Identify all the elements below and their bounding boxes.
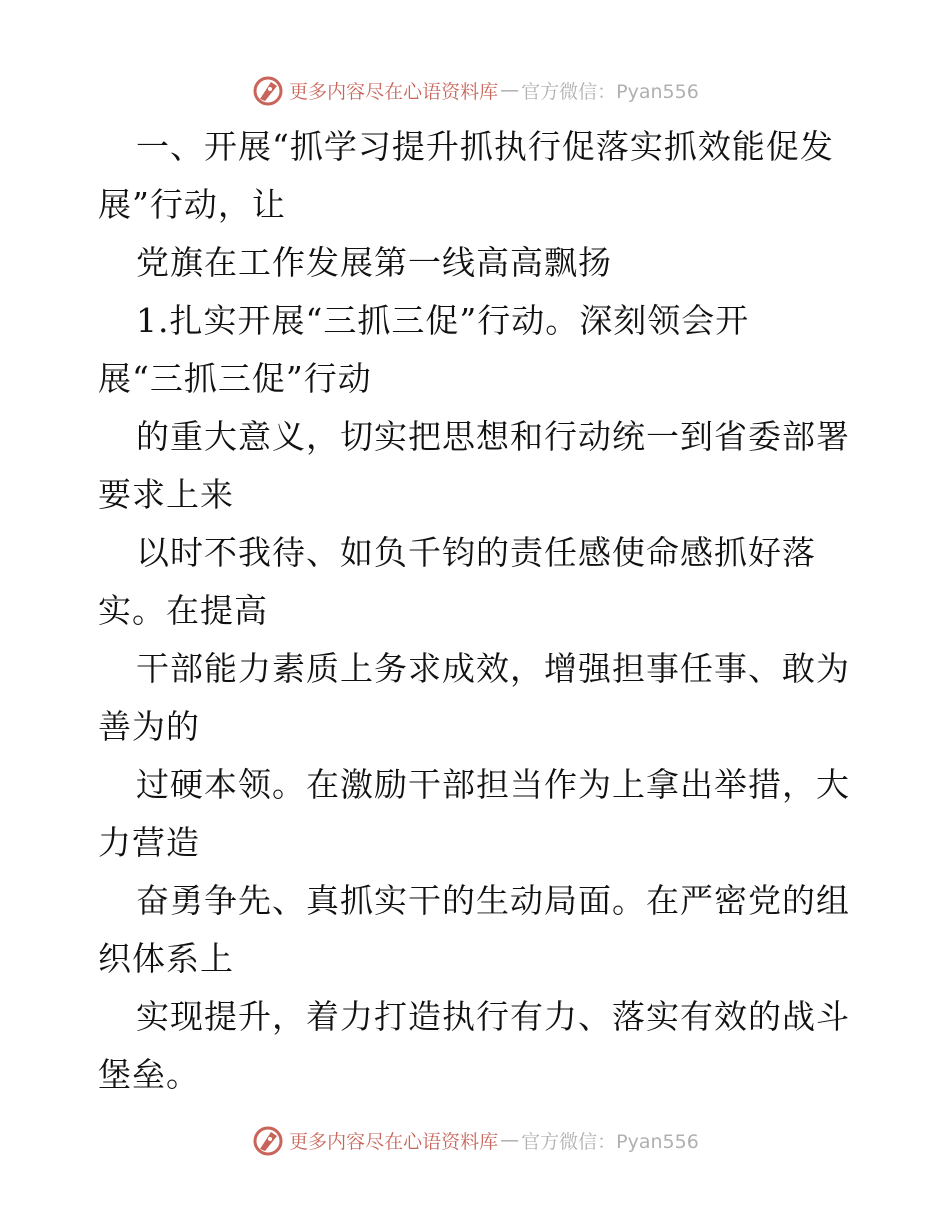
text-line: 奋勇争先、真抓实干的生动局面。在严密党的组 xyxy=(136,881,850,920)
document-body xyxy=(98,118,858,1104)
footer-watermark xyxy=(0,1120,950,1160)
watermark-contact: 官方微信：Pyan556 xyxy=(521,1130,699,1153)
text-line: 的重大意义，切实把思想和行动统一到省委部署 xyxy=(136,417,850,456)
text-line: 善为的 xyxy=(98,707,200,746)
watermark-text: 更多内容尽在心语资料库 xyxy=(289,80,499,103)
text-line: 一、开展“抓学习提升抓执行促落实抓效能促发 xyxy=(136,127,834,166)
text-line: 展“三抓三促”行动 xyxy=(98,359,372,398)
watermark-separator: — xyxy=(500,79,520,101)
watermark-separator: — xyxy=(500,1129,520,1151)
text-line: 党旗在工作发展第一线高高飘扬 xyxy=(136,243,612,282)
pen-nib-logo-icon xyxy=(251,1123,285,1157)
text-line: 堡垒。 xyxy=(98,1055,200,1094)
text-line: 干部能力素质上务求成效，增强担事任事、敢为 xyxy=(136,649,850,688)
text-line: 力营造 xyxy=(98,823,200,862)
header-watermark xyxy=(0,70,950,110)
watermark-contact: 官方微信：Pyan556 xyxy=(521,80,699,103)
text-line: 织体系上 xyxy=(98,939,234,978)
text-line: 过硬本领。在激励干部担当作为上拿出举措，大 xyxy=(136,765,850,804)
watermark-text: 更多内容尽在心语资料库 xyxy=(289,1130,499,1153)
text-line: 实现提升，着力打造执行有力、落实有效的战斗 xyxy=(136,997,850,1036)
text-line: 展”行动，让 xyxy=(98,185,286,224)
text-line: 1.扎实开展“三抓三促”行动。深刻领会开 xyxy=(136,301,750,340)
text-line: 实。在提高 xyxy=(98,591,268,630)
text-line: 要求上来 xyxy=(98,475,234,514)
text-line: 以时不我待、如负千钧的责任感使命感抓好落 xyxy=(136,533,816,572)
pen-nib-logo-icon xyxy=(251,73,285,107)
